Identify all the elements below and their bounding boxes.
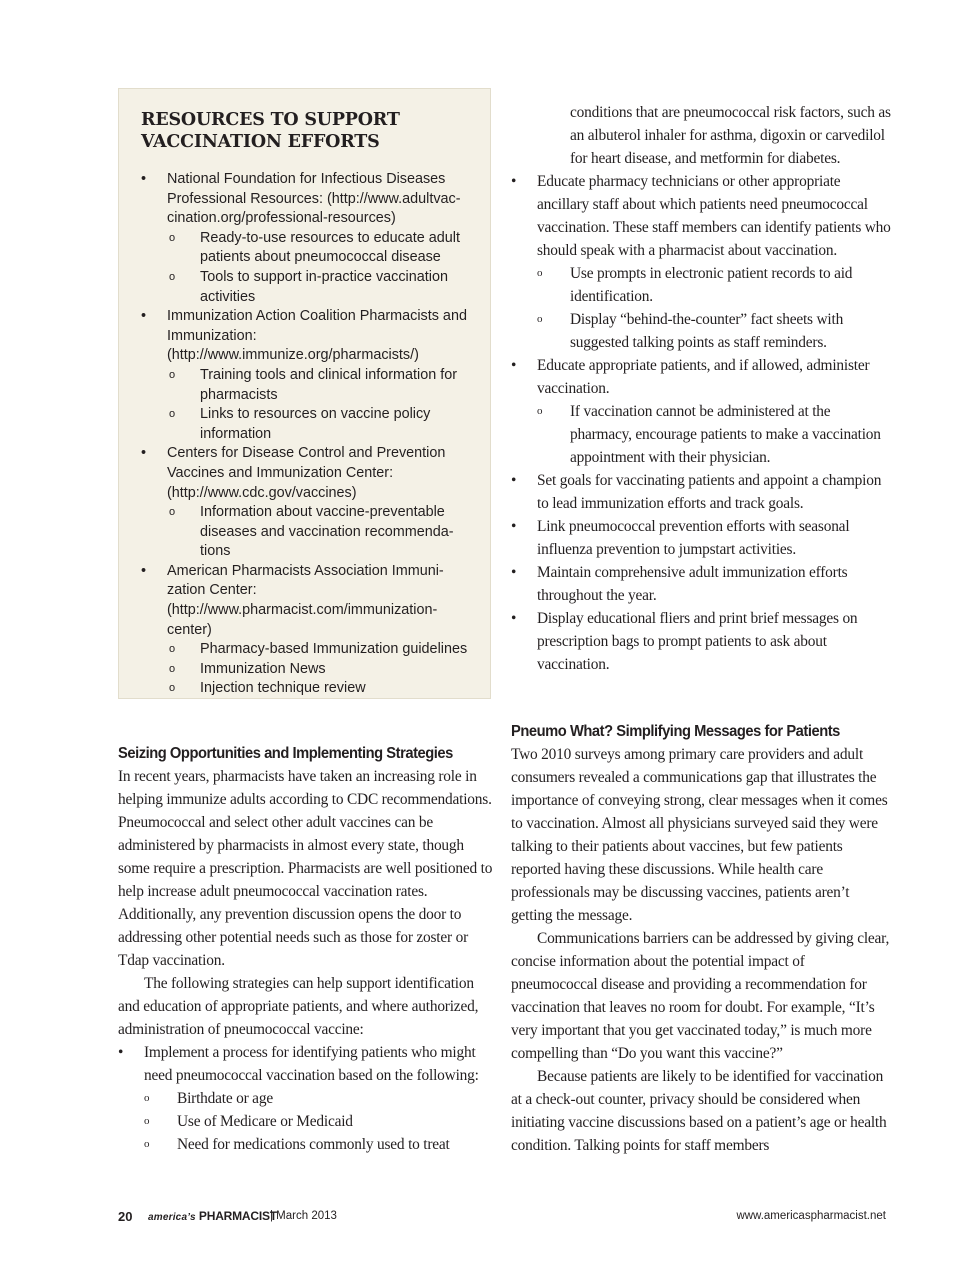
circle-bullet-icon: o	[169, 682, 176, 695]
circle-bullet-icon: o	[169, 662, 176, 675]
resource-subitem: o Links to resources on vaccine policy information	[169, 406, 431, 442]
right-column-bottom	[511, 720, 891, 1157]
sidebar-title: RESOURCES TO SUPPORT VACCINATION EFFORTS	[141, 110, 400, 152]
resource-text: Immunization Action Coalition Pharmacists and Immunization: (http://www.immunize.org/pharmacists/)	[167, 308, 467, 364]
circle-bullet-icon: o	[169, 368, 176, 381]
list-item: • Display educational fliers and print brief messages on prescription bags to prompt patients to ask about vaccination.	[511, 607, 891, 676]
paragraph: In recent years, pharmacists have taken an increasing role in helping immunize adults according to CDC recommendations. Pneumococcal and select other adult vaccines can be administered by pharmacists in almost every state, though some require a prescription. Pharmacists are well positioned to help increase adult pneumococcal vaccination rates. Additionally, any prevention discussion opens the door to addressing other potential needs such as those for zoster or Tdap vaccination.	[118, 768, 493, 969]
bullet-icon: •	[141, 308, 147, 325]
strategy-list	[511, 170, 891, 676]
resource-subitem: o Information about vaccine-preventable diseases and vaccination recommenda-tions	[169, 504, 454, 560]
circle-bullet-icon: o	[537, 313, 543, 325]
page-footer	[118, 1209, 886, 1229]
list-subitem: o Birthdate or age	[118, 1087, 493, 1110]
resource-subitem: o Tools to support in-practice vaccination activities	[169, 268, 448, 305]
circle-bullet-icon: o	[537, 405, 543, 417]
bullet-icon: •	[511, 357, 517, 374]
circle-bullet-icon: o	[169, 408, 176, 421]
circle-bullet-icon: o	[144, 1092, 150, 1104]
list-subitem: o Need for medications commonly used to treat	[118, 1133, 493, 1156]
resource-list	[119, 170, 492, 699]
bullet-icon: •	[511, 472, 517, 489]
resource-subitem: o Immunization News	[119, 660, 492, 680]
bullet-icon: •	[141, 562, 147, 579]
list-item: • Maintain comprehensive adult immunization efforts throughout the year.	[511, 561, 891, 607]
section-heading: Seizing Opportunities and Implementing Strategies	[118, 745, 453, 762]
left-column	[118, 742, 493, 1156]
resource-item	[119, 562, 492, 699]
paragraph: The following strategies can help support identification and education of appropriate patients, and where authorized, administration of pneumococcal vaccine:	[118, 975, 479, 1038]
issue-date: | March 2013	[270, 1210, 337, 1222]
paragraph: Two 2010 surveys among primary care providers and adult consumers revealed a communications gap that illustrates the importance of conveying strong, clear messages when it comes to vaccination. Almost all physicians surveyed said they were talking to their patients about vaccines, but few patients reported having these discussions. While health care professionals may be discussing vaccines, patients aren’t getting the message.	[511, 746, 888, 924]
bullet-icon: •	[118, 1044, 124, 1061]
list-item: • Educate appropriate patients, and if allowed, administer vaccination. o If vaccination cannot be administered at the pharmacy, encourage patients to make a vaccination appointment with their physician.	[511, 354, 891, 469]
paragraph: Communications barriers can be addressed by giving clear, concise information about the potential impact of pneumococcal disease and providing a recommendation for vaccination that leaves no room for doubt. For example, “It’s very important that you get vaccinated today,” is much more compelling than “Do you want this vaccine?”	[511, 930, 890, 1062]
circle-bullet-icon: o	[169, 270, 176, 283]
circle-bullet-icon: o	[144, 1115, 150, 1127]
circle-bullet-icon: o	[169, 231, 176, 244]
page-number: 20	[118, 1209, 133, 1224]
resource-subitem: o Ready-to-use resources to educate adult patients about pneumococcal disease	[169, 229, 460, 266]
resource-text: American Pharmacists Association Immuni-zation Center: (http://www.pharmacist.com/immunization-center)	[167, 562, 444, 638]
magazine-logo: america’s PHARMACIST	[148, 1209, 277, 1223]
list-subitem: o If vaccination cannot be administered at the pharmacy, encourage patients to make a vaccination appointment with their physician.	[511, 400, 891, 469]
resource-text: Centers for Disease Control and Prevention Vaccines and Immunization Center: (http://www.cdc.gov/vaccines)	[167, 445, 446, 501]
list-item: • Set goals for vaccinating patients and appoint a champion to lead immunization efforts and track goals.	[511, 469, 891, 515]
list-subitem: o Use prompts in electronic patient records to aid identification.	[511, 262, 891, 308]
right-column-top	[511, 101, 891, 676]
list-item: • Link pneumococcal prevention efforts with seasonal influenza prevention to jumpstart activities.	[511, 515, 891, 561]
circle-bullet-icon: o	[144, 1138, 150, 1150]
resource-item	[119, 170, 492, 307]
resource-subitem: o Pharmacy-based Immunization guidelines	[119, 640, 492, 660]
bullet-icon: •	[511, 518, 517, 535]
strategy-list	[118, 1041, 493, 1156]
circle-bullet-icon: o	[169, 506, 176, 519]
bullet-icon: •	[511, 173, 517, 190]
resource-item	[119, 444, 492, 562]
section-heading: Pneumo What? Simplifying Messages for Patients	[511, 723, 840, 740]
list-item: • Implement a process for identifying patients who might need pneumococcal vaccination based on the following: o Birthdate or age o Use of Medicare or Medicaid o Need for medications commonly used to treat	[118, 1041, 493, 1156]
resource-item	[119, 307, 492, 444]
bullet-icon: •	[141, 445, 147, 462]
circle-bullet-icon: o	[537, 267, 543, 279]
bullet-icon: •	[511, 610, 517, 627]
bullet-icon: •	[511, 564, 517, 581]
list-subitem: o Display “behind-the-counter” fact sheets with suggested talking points as staff reminders.	[511, 308, 891, 354]
list-item: • Educate pharmacy technicians or other appropriate ancillary staff about which patients need pneumococcal vaccination. These staff members can identify patients who should speak with a pharmacist about vaccination. o Use prompts in electronic patient records to aid identification. o Display “behind-the-counter” fact sheets with suggested talking points as staff reminders.	[511, 170, 891, 354]
resource-subitem: o Injection technique review	[119, 679, 492, 699]
resource-subitem: o Training tools and clinical information for pharmacists	[169, 366, 458, 403]
circle-bullet-icon: o	[169, 643, 176, 656]
list-subitem: o Use of Medicare or Medicaid	[118, 1110, 493, 1133]
continued-subitem: conditions that are pneumococcal risk factors, such as an albuterol inhaler for asthma, digoxin or carvedilol for heart disease, and metformin for diabetes.	[570, 104, 891, 167]
resources-sidebar	[118, 88, 491, 699]
bullet-icon: •	[141, 171, 147, 187]
website-link[interactable]: www.americaspharmacist.net	[736, 1210, 886, 1222]
paragraph: Because patients are likely to be identified for vaccination at a check-out counter, privacy should be considered when initiating vaccine discussions based on a patient’s age or health condition. Talking points for staff members	[511, 1068, 887, 1154]
resource-text: National Foundation for Infectious Diseases Professional Resources: (http://www.adultvac-cination.org/professional-resources)	[167, 171, 461, 227]
